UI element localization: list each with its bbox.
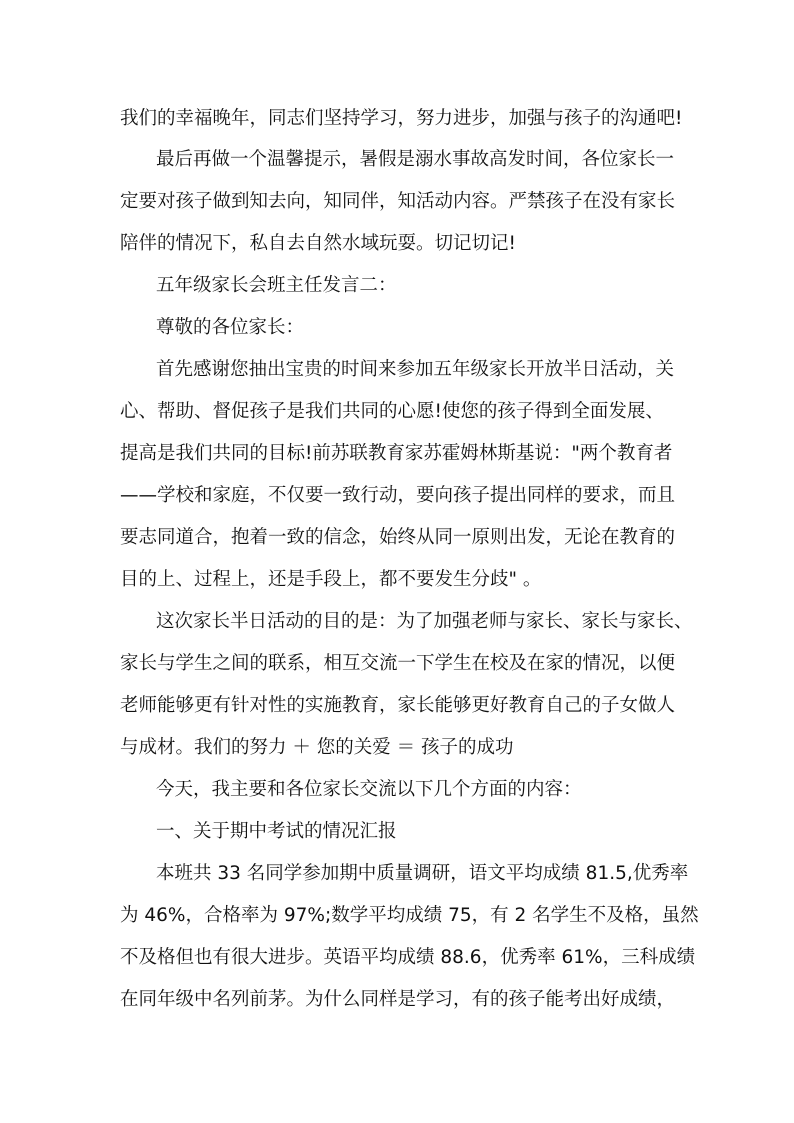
text-line: 提高是我们共同的目标!前苏联教育家苏霍姆林斯基说："两个教育者 <box>120 443 673 464</box>
text-line: 定要对孩子做到知去向，知同伴，知活动内容。严禁孩子在没有家长 <box>120 191 676 212</box>
text-line: 我们的幸福晚年，同志们坚持学习，努力进步，加强与孩子的沟通吧! <box>120 108 683 129</box>
salutation: 尊敬的各位家长： <box>156 317 305 338</box>
text-line: 家长与学生之间的联系，相互交流一下学生在校及在家的情况，以便 <box>120 653 676 674</box>
text-line: 在同年级中名列前茅。为什么同样是学习，有的孩子能考出好成绩， <box>120 989 676 1010</box>
text-line: 要志同道合，抱着一致的信念，始终从同一原则出发，无论在教育的 <box>120 527 676 548</box>
text-line: 老师能够更有针对性的实施教育，家长能够更好教育自己的子女做人 <box>120 695 676 716</box>
text-line: 最后再做一个温馨提示，暑假是溺水事故高发时间，各位家长一 <box>156 149 675 170</box>
text-line: ——学校和家庭，不仅要一致行动，要向孩子提出同样的要求，而且 <box>120 485 676 506</box>
text-line: 首先感谢您抽出宝贵的时间来参加五年级家长开放半日活动，关 <box>156 359 675 380</box>
text-line: 陪伴的情况下，私自去自然水域玩耍。切记切记! <box>120 233 516 254</box>
text-line: 与成材。我们的努力 ＋ 您的关爱 ＝ 孩子的成功 <box>120 737 514 758</box>
text-line: 目的上、过程上，还是手段上，都不要发生分歧" 。 <box>120 569 542 590</box>
text-line: 心、帮助、督促孩子是我们共同的心愿!使您的孩子得到全面发展、 <box>120 401 664 422</box>
text-line: 这次家长半日活动的目的是：为了加强老师与家长、家长与家长、 <box>156 611 693 632</box>
subsection-heading: 一、关于期中考试的情况汇报 <box>156 821 397 842</box>
text-line: 今天，我主要和各位家长交流以下几个方面的内容： <box>156 779 582 800</box>
text-line: 不及格但也有很大进步。英语平均成绩 88.6，优秀率 61%，三科成绩 <box>120 947 696 968</box>
section-heading: 五年级家长会班主任发言二： <box>156 275 397 296</box>
text-line: 为 46%，合格率为 97%;数学平均成绩 75，有 2 名学生不及格，虽然 <box>120 905 699 926</box>
text-line: 本班共 33 名同学参加期中质量调研，语文平均成绩 81.5,优秀率 <box>156 863 689 884</box>
